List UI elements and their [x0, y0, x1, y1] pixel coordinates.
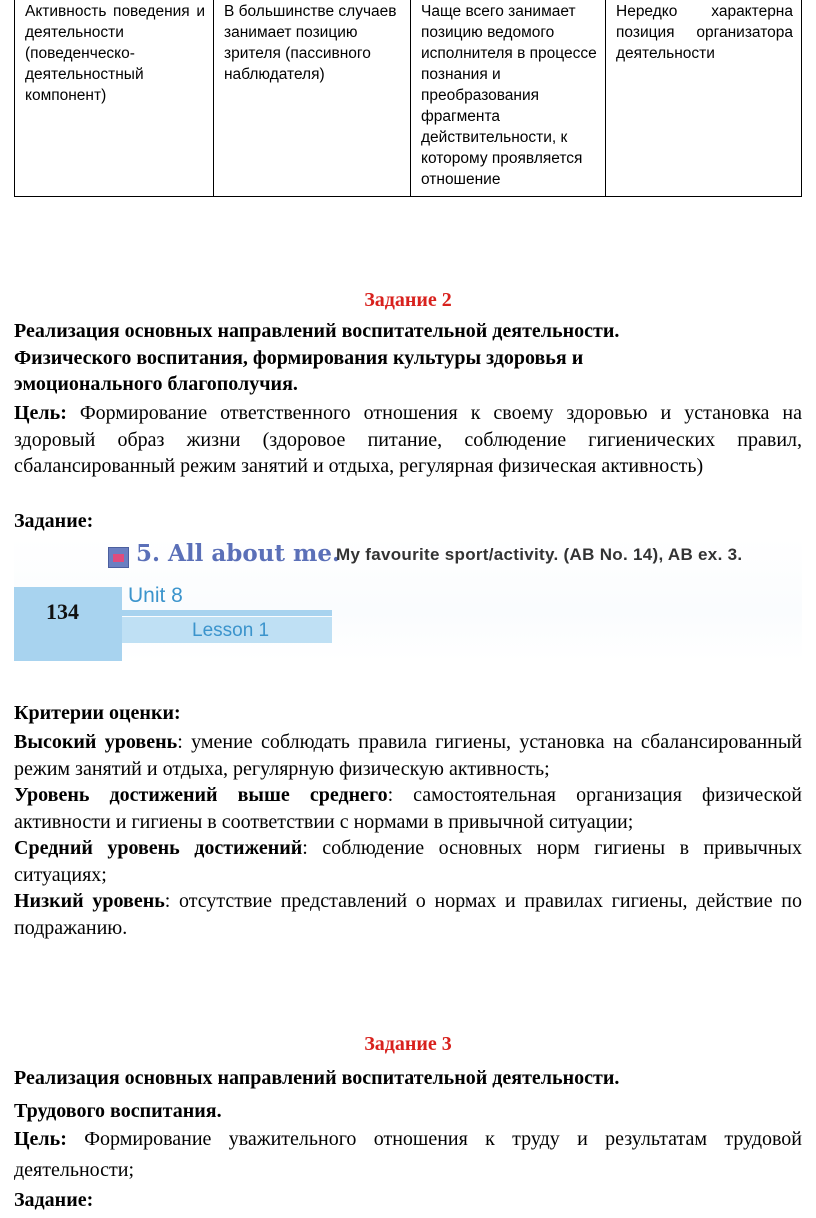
- criteria-label: Уровень достижений выше среднего: [14, 784, 388, 806]
- criteria-label: Высокий уровень: [14, 731, 178, 753]
- page-number: 134: [46, 599, 79, 624]
- task3-title-line: Реализация основных направлений воспитательной деятельности.: [14, 1067, 620, 1089]
- task2-task-label: Задание:: [14, 510, 94, 532]
- goal-text: Формирование ответственного отношения к своему здоровью и установка на здоровый образ жизни (здоровое питание, соблюдение гигиенических правил, сбалансированный режим занятий и отдыха, регулярная физическая активность): [14, 402, 802, 477]
- table-cell: Активность поведения и деятельности (поведенческо-деятельностный компонент): [15, 0, 214, 197]
- task2-title-line: эмоционального благополучия.: [14, 373, 298, 395]
- criteria-item: [14, 729, 802, 782]
- criteria-item: [14, 835, 802, 888]
- goal-label: Цель:: [14, 402, 67, 424]
- task2-title-line: Физического воспитания, формирования культуры здоровья и: [14, 346, 584, 369]
- table-row: [15, 0, 802, 197]
- task3-heading: Задание 3: [364, 1033, 452, 1055]
- criteria-item: [14, 888, 802, 941]
- criteria-heading: Критерии оценки:: [14, 702, 181, 724]
- table-cell: Нередко характерна позиция организатора деятельности: [606, 0, 802, 197]
- criteria-item: [14, 782, 802, 835]
- exercise-instruction: My favourite sport/activity. (AB No. 14), AB ex. 3.: [336, 545, 743, 564]
- textbook-excerpt-image: [14, 537, 802, 661]
- lesson-label: Lesson 1: [192, 620, 270, 641]
- exercise-icon: [108, 547, 129, 568]
- criteria-label: Низкий уровень: [14, 890, 165, 912]
- criteria-text: : самостоятельная организация физической активности и гигиены в соответствии с нормами в привычной ситуации;: [14, 784, 802, 833]
- criteria-text: : соблюдение основных норм гигиены в привычных ситуациях;: [14, 837, 802, 886]
- task3-goal: [14, 1124, 802, 1186]
- table-cell: Чаще всего занимает позицию ведомого исполнителя в процессе познания и преобразования фрагмента действительности, к которому проявляется отношение: [411, 0, 606, 197]
- task3-task-label: Задание:: [14, 1189, 94, 1211]
- exercise-title: 5. All about me.: [136, 540, 341, 567]
- goal-label: Цель:: [14, 1128, 67, 1150]
- criteria-label: Средний уровень достижений: [14, 837, 303, 859]
- task2-title: [14, 318, 802, 398]
- goal-text: Формирование уважительного отношения к труду и результатам трудовой деятельности;: [14, 1128, 802, 1181]
- task2-title-line: Реализация основных направлений воспитательной деятельности.: [14, 320, 620, 342]
- task3-title-line: Трудового воспитания.: [14, 1100, 222, 1122]
- task2-heading: Задание 2: [364, 289, 452, 311]
- task3-title: [14, 1062, 802, 1128]
- task2-goal: [14, 400, 802, 480]
- characteristics-table: [14, 0, 802, 197]
- unit-label: Unit 8: [128, 584, 183, 607]
- criteria-list: [14, 729, 802, 941]
- criteria-text: : отсутствие представлений о нормах и правилах гигиены, действие по подражанию.: [14, 890, 803, 939]
- criteria-text: : умение соблюдать правила гигиены, установка на сбалансированный режим занятий и отдыха, регулярную физическую активность;: [14, 731, 803, 780]
- table-cell: В большинстве случаев занимает позицию зрителя (пассивного наблюдателя): [214, 0, 411, 197]
